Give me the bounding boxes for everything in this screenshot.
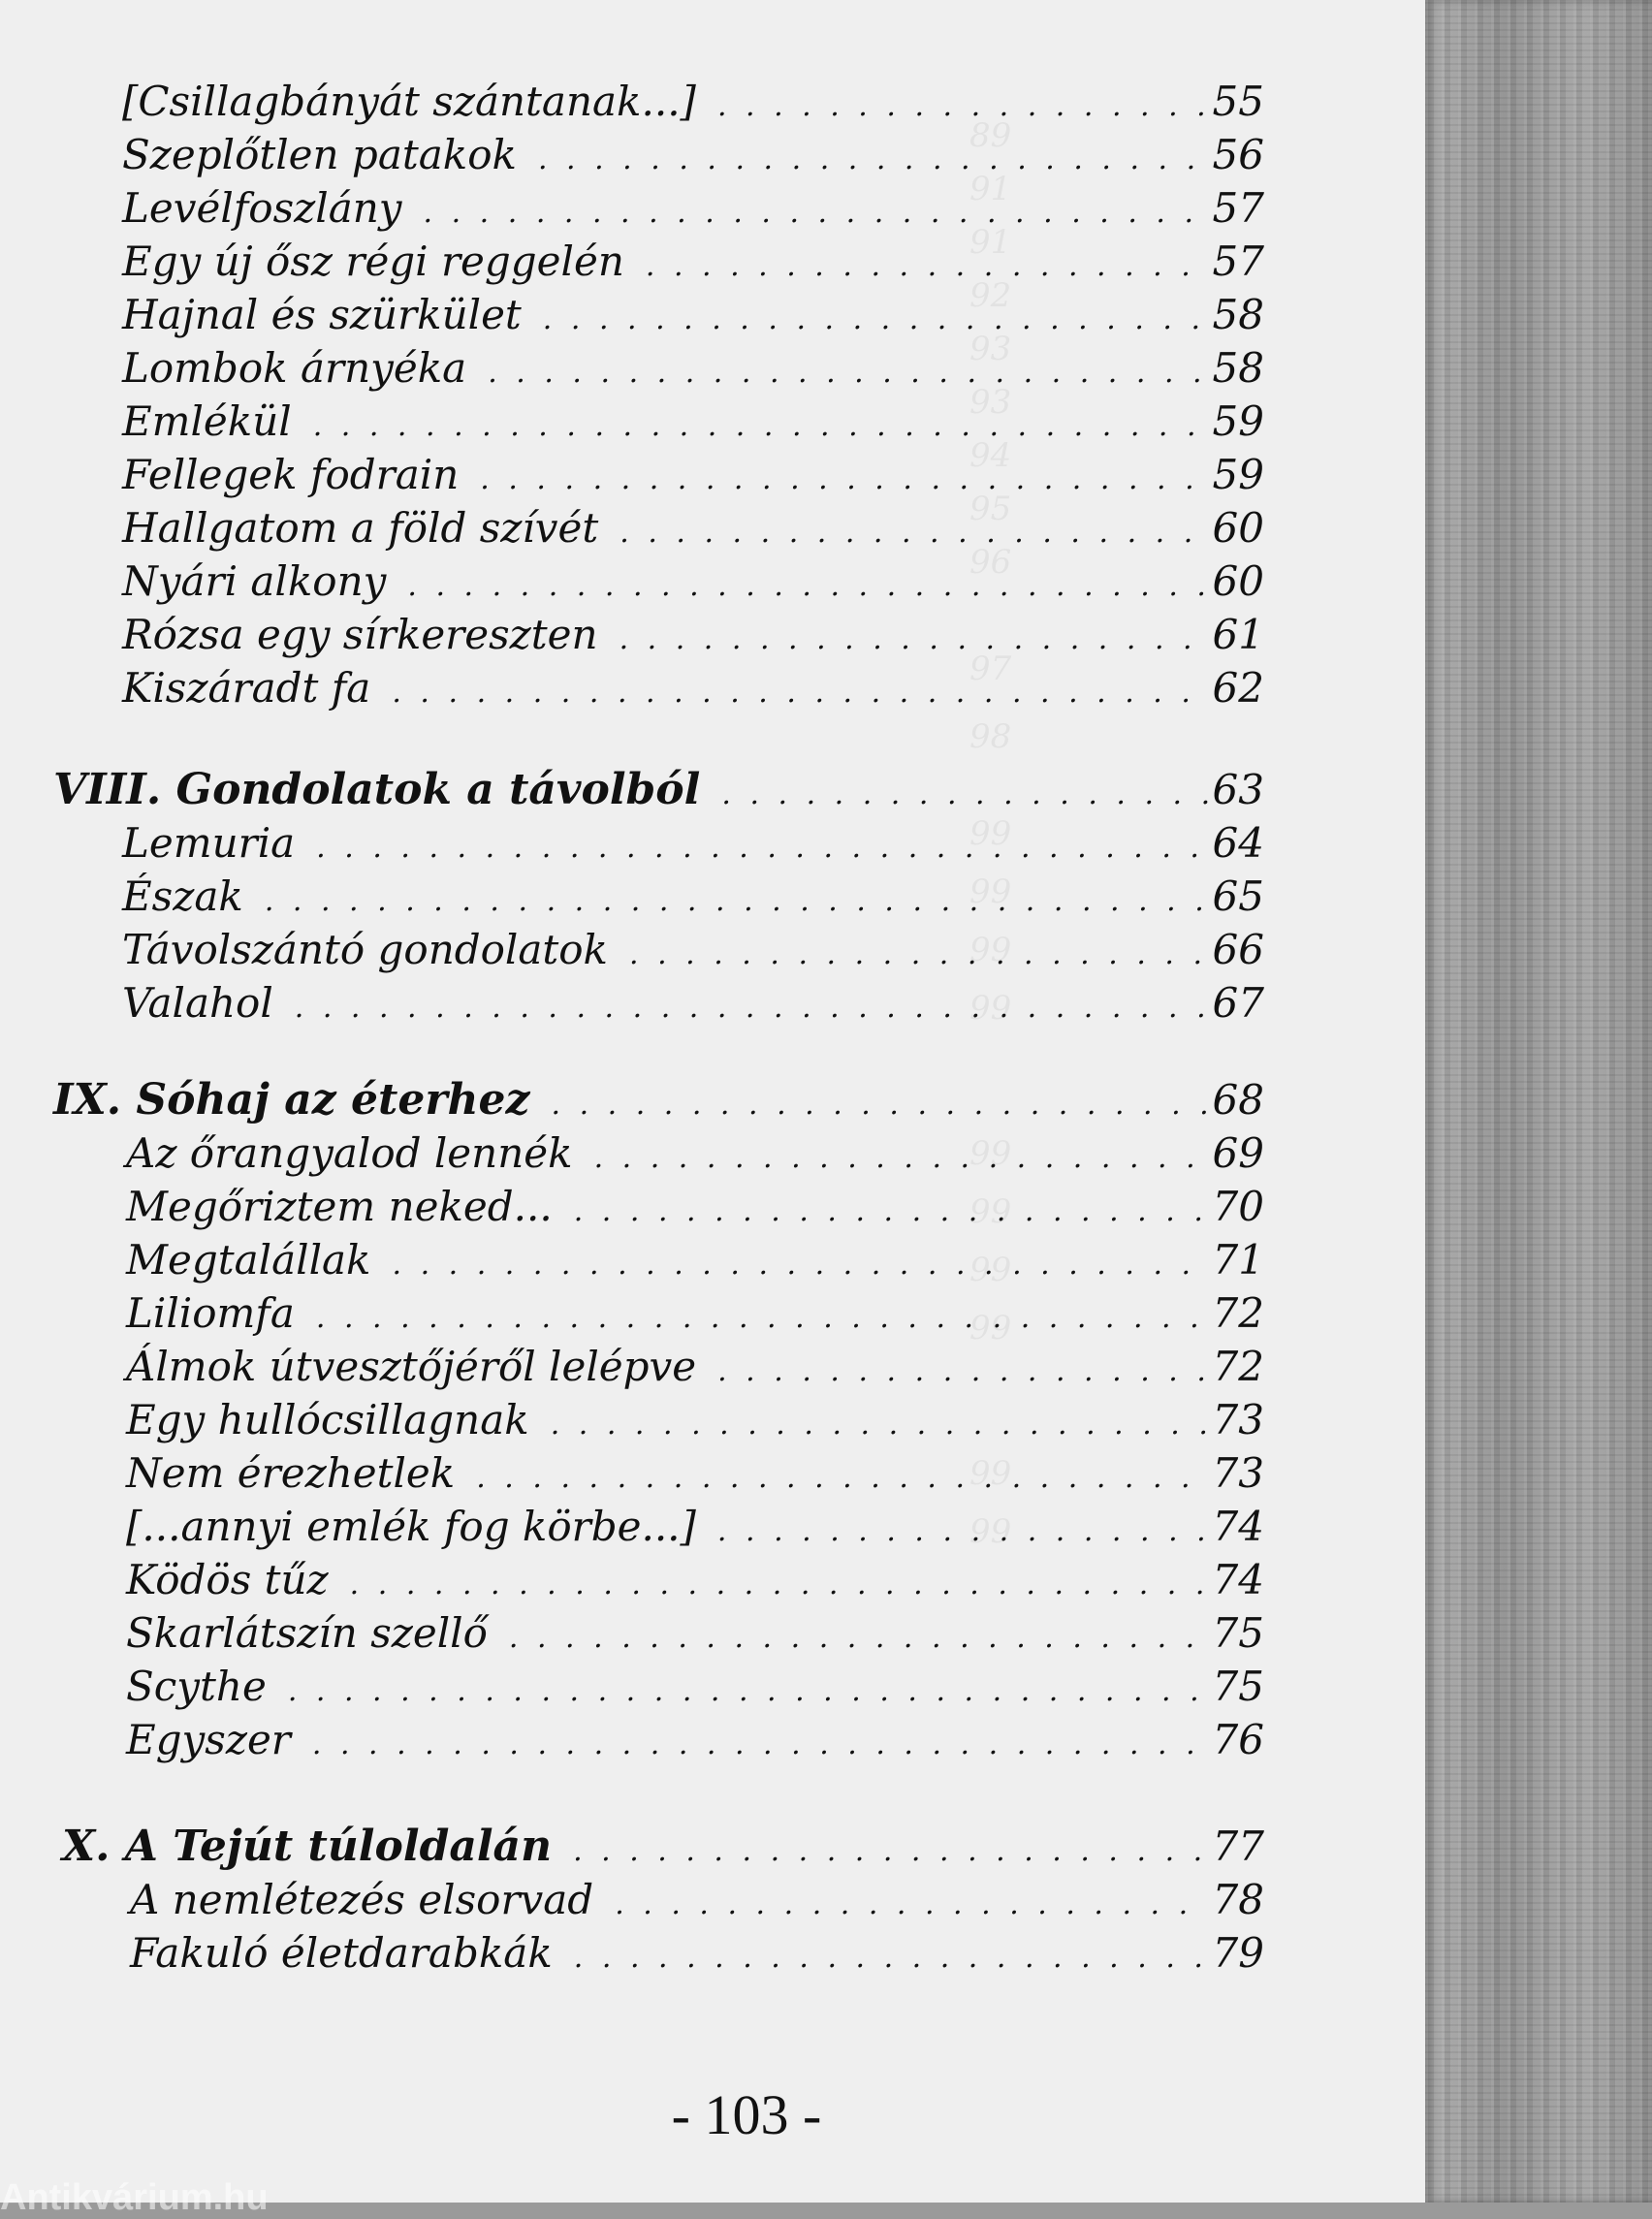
chapter-title: IX. Sóhaj az éterhez [53,1075,530,1125]
toc-entry [126,1396,1264,1444]
dot-leader [313,402,1209,451]
entry-page-number: 72 [1212,1343,1264,1390]
entry-title: Fakuló életdarabkák [130,1929,553,1977]
show-through-text: 89 91 91 92 93 93 94 95 96 97 98 99 99 99 99 99 99 99 99 99 99 [969,116,1012,1551]
dot-leader [476,1454,1208,1503]
dot-leader [488,349,1208,397]
entry-title: Kiszáradt fa [122,664,371,712]
dot-leader [646,242,1209,291]
entry-title: Egy új ősz régi reggelén [122,238,624,285]
dot-leader [594,1134,1209,1183]
dot-leader [295,984,1209,1032]
toc-entry [126,1556,1264,1604]
dot-leader [424,189,1209,238]
toc-chapter [53,1076,1264,1125]
entry-page-number: 60 [1212,504,1264,552]
dot-leader [574,1188,1209,1236]
toc-entry [126,1129,1264,1178]
dot-leader [620,616,1209,664]
toc-entry [126,1609,1264,1658]
dot-leader [312,1721,1209,1769]
entry-page-number: 78 [1212,1876,1264,1923]
dot-leader [620,509,1208,557]
entry-title: Lemuria [122,819,296,867]
entry-page-number: 75 [1212,1609,1264,1657]
entry-title: Nyári alkony [122,557,387,605]
toc-entry [122,78,1264,126]
toc-entry [122,926,1264,974]
entry-title: Megtalállak [126,1236,371,1284]
entry-page-number: 55 [1212,78,1264,125]
entry-page-number: 72 [1212,1289,1264,1337]
watermark-text: Antikvárium.hu [0,2177,269,2218]
entry-page-number: 67 [1212,979,1264,1027]
entry-title: Valahol [122,979,273,1027]
dot-leader [551,1401,1209,1449]
entry-title: Szeplőtlen patakok [122,131,517,178]
entry-page-number: 59 [1212,397,1264,445]
entry-page-number: 64 [1212,819,1264,867]
entry-title: Hajnal és szürkület [122,291,522,338]
dot-leader [721,771,1208,819]
entry-title: Liliomfa [126,1289,295,1337]
toc-entry [126,1663,1264,1711]
toc-entry [122,611,1264,659]
dot-leader [717,82,1209,131]
dot-leader [265,877,1209,926]
entry-title: Távolszántó gondolatok [122,926,609,973]
toc-entry [130,1929,1264,1978]
entry-title: Álmok útvesztőjéről lelépve [126,1343,697,1390]
entry-title: Lombok árnyéka [122,344,467,392]
entry-title: Scythe [126,1663,267,1710]
entry-title: [...annyi emlék fog körbe...] [126,1503,696,1550]
page-number: - 103 - [671,2083,822,2146]
entry-title: A nemlétezés elsorvad [130,1876,594,1923]
dot-leader [538,136,1209,184]
entry-title: [Csillagbányát szántanak...] [122,78,696,125]
entry-page-number: 69 [1212,1129,1264,1177]
dot-leader [573,1827,1208,1876]
dot-leader [509,1614,1209,1663]
dot-leader [288,1667,1209,1716]
entry-page-number: 73 [1212,1396,1264,1443]
entry-page-number: 79 [1212,1929,1264,1977]
toc-entry [126,1183,1264,1231]
toc-entry [122,238,1264,286]
dot-leader [392,669,1208,717]
toc-entry [122,184,1264,233]
toc-entry [122,872,1264,921]
toc-entry [122,819,1264,868]
entry-title: Fellegek fodrain [122,451,460,498]
entry-page-number: 70 [1212,1183,1264,1230]
entry-title: Megőriztem neked... [126,1183,553,1230]
chapter-title: X. A Tejút túloldalán [62,1822,553,1871]
entry-page-number: 73 [1212,1449,1264,1497]
dot-leader [717,1347,1208,1396]
toc-entry [126,1236,1264,1284]
dot-leader [407,562,1208,611]
toc-entry [122,131,1264,179]
entry-page-number: 57 [1212,184,1264,232]
entry-title: Hallgatom a föld szívét [122,504,599,552]
entry-page-number: 58 [1212,291,1264,338]
entry-page-number: 66 [1212,926,1264,973]
toc-entry [122,557,1264,606]
entry-page-number: 58 [1212,344,1264,392]
entry-title: Egyszer [126,1716,291,1763]
entry-page-number: 71 [1212,1236,1264,1284]
entry-title: Az őrangyalod lennék [126,1129,573,1177]
toc-chapter [53,766,1264,814]
toc-entry [126,1343,1264,1391]
entry-page-number: 57 [1212,238,1264,285]
dot-leader [543,296,1209,344]
dot-leader [717,1507,1209,1556]
toc-entry [126,1289,1264,1338]
entry-title: Skarlátszín szellő [126,1609,488,1657]
dot-leader [316,1294,1209,1343]
entry-page-number: 76 [1212,1716,1264,1763]
toc-entry [126,1449,1264,1498]
entry-title: Nem érezhetlek [126,1449,456,1497]
entry-title: Rózsa egy sírkereszten [122,611,598,658]
toc-entry [122,504,1264,553]
dot-leader [629,931,1209,979]
toc-entry [122,451,1264,499]
entry-page-number: 60 [1212,557,1264,605]
entry-page-number: 68 [1212,1076,1264,1124]
entry-page-number: 56 [1212,131,1264,178]
entry-title: Ködös tűz [126,1556,329,1603]
toc-entry [122,664,1264,713]
entry-title: Egy hullócsillagnak [126,1396,529,1443]
chapter-title: VIII. Gondolatok a távolból [53,765,701,814]
dot-leader [316,824,1208,872]
entry-page-number: 65 [1212,872,1264,920]
entry-page-number: 74 [1212,1556,1264,1603]
page-edge-background [1425,0,1652,2203]
entry-title: Észak [122,872,243,920]
toc-entry [122,979,1264,1028]
dot-leader [574,1934,1209,1982]
toc-entry [122,397,1264,446]
dot-leader [615,1881,1208,1929]
toc-entry [126,1503,1264,1551]
toc-entry [122,344,1264,393]
entry-page-number: 61 [1212,611,1264,658]
entry-page-number: 75 [1212,1663,1264,1710]
entry-title: Levélfoszlány [122,184,402,232]
dot-leader [393,1241,1209,1289]
dot-leader [552,1081,1209,1129]
entry-title: Emlékül [122,397,292,445]
entry-page-number: 77 [1212,1823,1264,1870]
toc-entry [126,1716,1264,1764]
entry-page-number: 63 [1212,766,1264,813]
entry-page-number: 59 [1212,451,1264,498]
toc-chapter [62,1823,1264,1871]
dot-leader [350,1561,1209,1609]
entry-page-number: 74 [1212,1503,1264,1550]
dot-leader [480,456,1208,504]
toc-entry [130,1876,1264,1924]
entry-page-number: 62 [1212,664,1264,712]
toc-entry [122,291,1264,339]
